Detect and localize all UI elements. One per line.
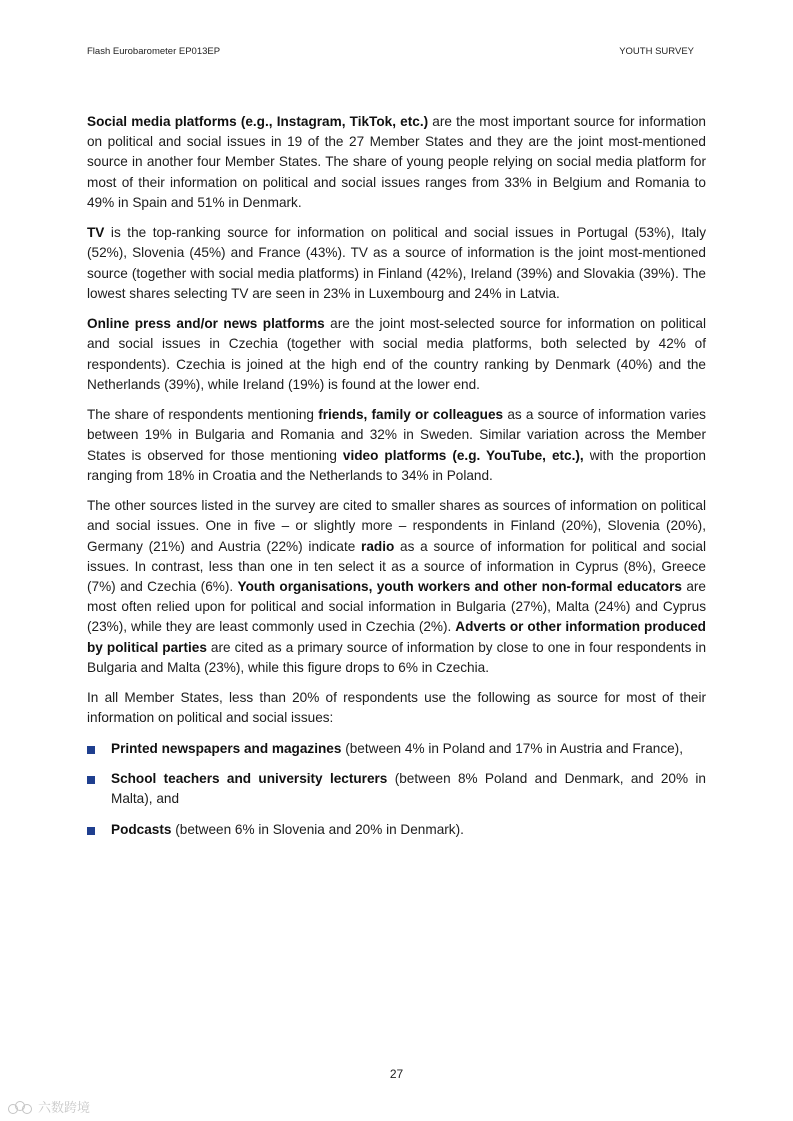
body-content (87, 112, 706, 850)
text-run: are most often relied upon for political and social information in Bulgaria (27%), Malta (24%) and Cyprus (23%), while they are least commonly used in Czechia (2%). (87, 579, 706, 635)
bold-term: Youth organisations, youth workers and other non-formal educators (237, 579, 682, 595)
paragraph (87, 496, 706, 678)
text-run: (between 8% Poland and Denmark, and 20% in Malta), and (111, 771, 706, 807)
text-run: are the most important source for information on political and social issues in 19 of the 27 Member States and they are the joint most-mentioned source in another four Member States. The share of young people relying on social media platform for most of their information on political and social issues ranges from 33% in Belgium and Romania to 49% in Spain and 51% in Denmark. (87, 114, 706, 210)
header-survey-name: YOUTH SURVEY (619, 46, 694, 57)
paragraph (87, 405, 706, 486)
paragraph (87, 688, 706, 728)
bullet-item (87, 769, 706, 809)
bold-term: Printed newspapers and magazines (111, 740, 342, 756)
paragraph (87, 314, 706, 395)
page-header (87, 46, 694, 60)
watermark-logo-icon (8, 1100, 34, 1114)
bullet-item (87, 739, 706, 759)
header-report-title: Flash Eurobarometer EP013EP (87, 46, 221, 57)
text-run: as a source of information for political and social issues. In contrast, less than one in ten select it as a source of information in Cyprus (8%), Greece (7%) and Czechia (6%). (87, 538, 706, 595)
bold-term: School teachers and university lecturers (111, 771, 388, 787)
bold-term: video platforms (e.g. YouTube, etc.), (342, 447, 584, 463)
watermark-text: 六数跨境 (38, 1100, 91, 1115)
bullet-list (87, 739, 706, 840)
square-bullet-icon (87, 827, 95, 835)
text-run: with the proportion ranging from 18% in Croatia and the Netherlands to 34% in Poland. (87, 447, 706, 483)
text-run: are the joint most-selected source for information on political and social issues in Czechia (together with social media platforms, both selected by 42% of respondents). Czechia is joined at the high end of the country ranking by Denmark (40%) and the Netherlands (39%), while Ireland (19%) is found at the lower end. (87, 316, 706, 392)
bold-term: Online press and/or news platforms (87, 316, 325, 332)
bullet-item (87, 820, 706, 840)
square-bullet-icon (87, 746, 95, 754)
bold-term: radio (361, 538, 395, 554)
text-run: (between 4% in Poland and 17% in Austria and France), (341, 740, 683, 756)
bold-term: friends, family or colleagues (318, 407, 504, 423)
square-bullet-icon (87, 776, 95, 784)
bold-term: Adverts or other information produced by political parties (87, 619, 706, 655)
text-run: In all Member States, less than 20% of respondents use the following as source for most of their information on political and social issues: (87, 690, 706, 726)
paragraph (87, 112, 706, 213)
text-run: is the top-ranking source for information on political and social issues in Portugal (53%), Italy (52%), Slovenia (45%) and France (43%). TV as a source of information is the joint most-mentioned source (together with social media platforms) in Finland (42%), Ireland (39%) and Slovakia (39%). The lowest shares selecting TV are seen in 23% in Luxembourg and 24% in Latvia. (87, 225, 706, 301)
text-run: The other sources listed in the survey are cited to smaller shares as sources of information on political and social issues. One in five – or slightly more – respondents in Finland (20%), Slovenia (20%), Germany (21%) and Austria (22%) indicate (87, 498, 706, 554)
bold-term: Podcasts (111, 821, 172, 837)
text-run: are cited as a primary source of information by close to one in four respondents in Bulgaria and Malta (23%), while this figure drops to 6% in Czechia. (87, 639, 707, 675)
text-run: The share of respondents mentioning (87, 407, 319, 423)
paragraph (87, 223, 706, 304)
page-number: 27 (389, 1067, 404, 1081)
text-run: (between 6% in Slovenia and 20% in Denmark). (171, 821, 464, 837)
bold-term: TV (87, 225, 105, 241)
text-run: as a source of information varies between 19% in Bulgaria and Romania and 32% in Sweden. Similar variation across the Member States is observed for those mentioning (87, 407, 706, 463)
bold-term: Social media platforms (e.g., Instagram, TikTok, etc.) (87, 114, 429, 129)
paragraph-list (87, 112, 706, 729)
watermark (8, 1097, 90, 1116)
